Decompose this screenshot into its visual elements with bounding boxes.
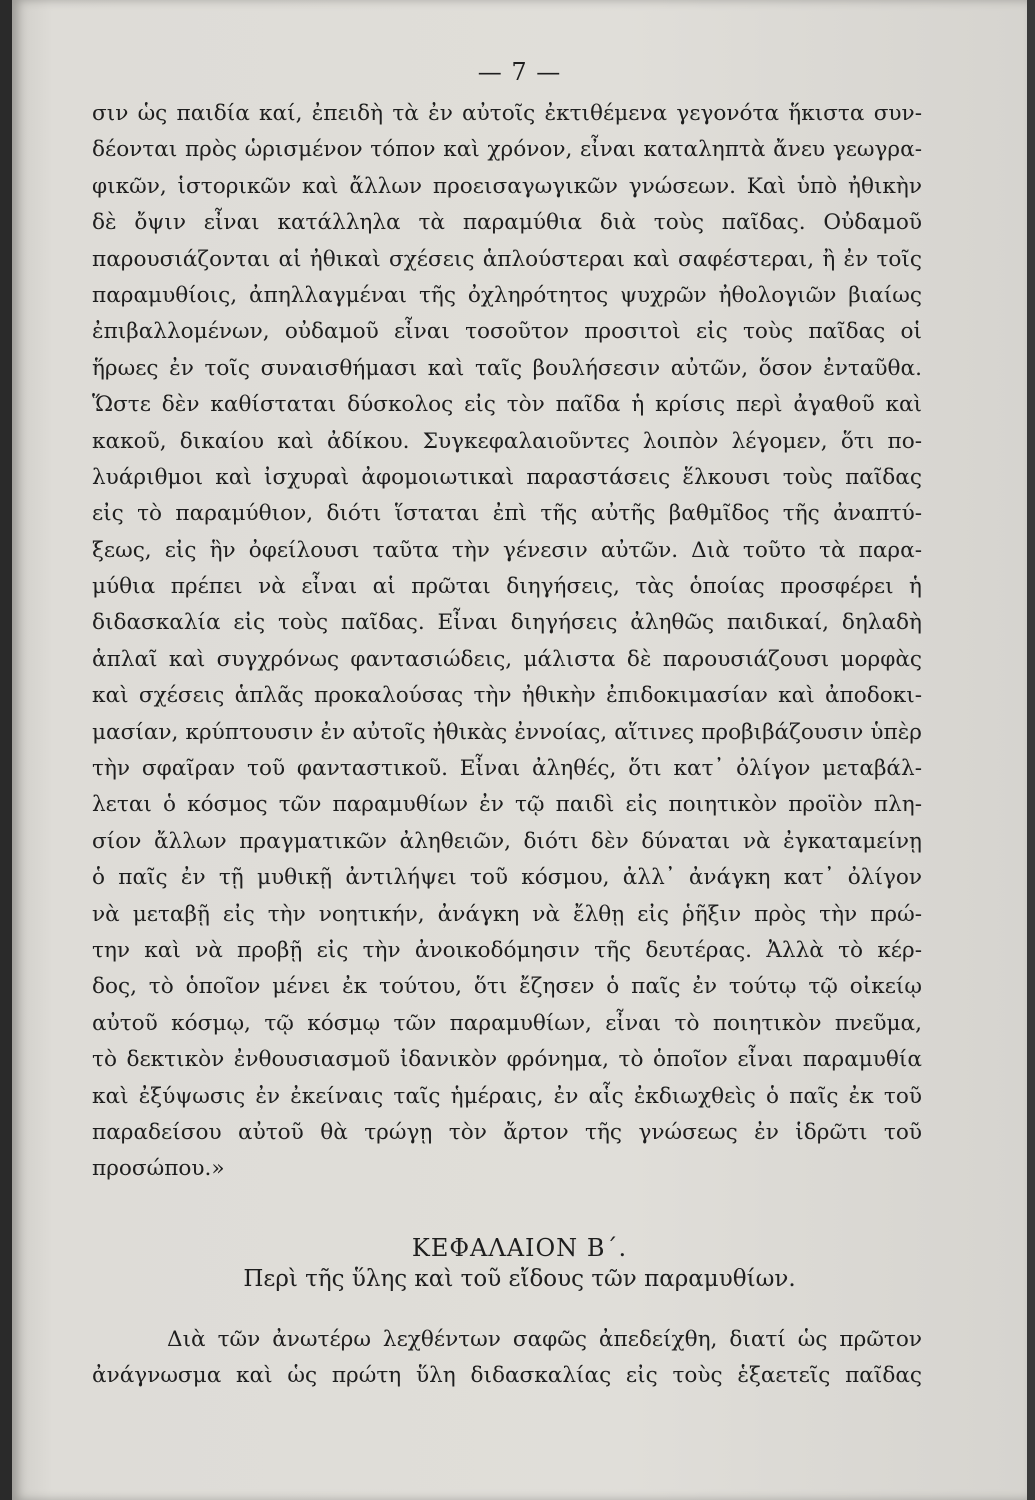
- text-line: μύθια πρέπει νὰ εἶναι αἱ πρῶται διηγήσεις, τὰς ὁποίας προσφέρει ἡ: [92, 574, 922, 600]
- text-line: εἰς τὸ παραμύθιον, διότι ἵσταται ἐπὶ τῆς αὐτῆς βαθμῖδος τῆς ἀναπτύ-: [92, 501, 922, 527]
- text-line: νὰ μεταβῇ εἰς τὴν νοητικήν, ἀνάγκη νὰ ἔλθῃ εἰς ῥῆξιν πρὸς τὴν πρώ-: [92, 901, 922, 927]
- text-line: δὲ ὄψιν εἶναι κατάλληλα τὰ παραμύθια διὰ τοὺς παῖδας. Οὐδαμοῦ: [92, 210, 922, 236]
- text-line: καὶ σχέσεις ἁπλᾶς προκαλούσας τὴν ἠθικὴν ἐπιδοκιμασίαν καὶ ἀποδοκι-: [92, 683, 922, 709]
- text-line: τὸ δεκτικὸν ἐνθουσιασμοῦ ἰδανικὸν φρόνημα, τὸ ὁποῖον εἶναι παραμυθία: [92, 1047, 922, 1073]
- body-paragraph-2: [92, 1322, 922, 1395]
- chapter-heading: ΚΕΦΑΛΑΙΟΝ Β΄.: [411, 1234, 628, 1262]
- scan-binding-edge: [0, 0, 12, 1500]
- text-line: τὴν σφαῖραν τοῦ φανταστικοῦ. Εἶναι ἀληθές, ὅτι κατ᾿ ὀλίγον μεταβάλ-: [92, 756, 922, 782]
- text-line: ἁπλαῖ καὶ συγχρόνως φαντασιώδεις, μάλιστα δὲ παρουσιάζουσι μορφὰς: [92, 646, 922, 672]
- text-line: παρουσιάζονται αἱ ἠθικαὶ σχέσεις ἁπλούστεραι καὶ σαφέστεραι, ἢ ἐν τοῖς: [92, 246, 922, 272]
- text-line: ὁ παῖς ἐν τῇ μυθικῇ ἀντιλήψει τοῦ κόσμου, ἀλλ᾿ ἀνάγκη κατ᾿ ὀλίγον: [92, 865, 922, 891]
- text-line: ἐπιβαλλομένων, οὐδαμοῦ εἶναι τοσοῦτον προσιτοὶ εἰς τοὺς παῖδας οἱ: [92, 319, 922, 345]
- text-line: παραδείσου αὐτοῦ θὰ τρώγῃ τὸν ἄρτον τῆς γνώσεως ἐν ἱδρῶτι τοῦ: [92, 1119, 922, 1145]
- chapter-title: Περὶ τῆς ὕλης καὶ τοῦ εἴδους τῶν παραμυθίων.: [243, 1266, 796, 1292]
- text-line: ἀνάγνωσμα καὶ ὡς πρώτη ὕλη διδασκαλίας εἰς τοὺς ἑξαετεῖς παῖδας: [92, 1363, 922, 1389]
- text-line: την καὶ νὰ προβῇ εἰς τὴν ἀνοικοδόμησιν τῆς δευτέρας. Ἀλλὰ τὸ κέρ-: [92, 937, 922, 963]
- text-line: προσώπου.»: [92, 1156, 225, 1182]
- page-number: — 7 —: [477, 58, 562, 86]
- book-page: [12, 0, 1027, 1500]
- text-line: μασίαν, κρύπτουσιν ἐν αὐτοῖς ἠθικὰς ἐννοίας, αἵτινες προβιβάζουσιν ὑπὲρ: [92, 719, 922, 745]
- text-line: αὐτοῦ κόσμῳ, τῷ κόσμῳ τῶν παραμυθίων, εἶναι τὸ ποιητικὸν πνεῦμα,: [92, 1010, 922, 1036]
- text-line: ξεως, εἰς ἣν ὀφείλουσι ταῦτα τὴν γένεσιν αὐτῶν. Διὰ τοῦτο τὰ παρα-: [92, 537, 922, 563]
- scan-right-edge: [1027, 0, 1035, 1500]
- text-line: καὶ ἐξύψωσις ἐν ἐκείναις ταῖς ἡμέραις, ἐν αἷς ἐκδιωχθεὶς ὁ παῖς ἐκ τοῦ: [92, 1083, 922, 1109]
- text-line: διδασκαλία εἰς τοὺς παῖδας. Εἶναι διηγήσεις ἀληθῶς παιδικαί, δηλαδὴ: [92, 610, 922, 636]
- text-line: δέονται πρὸς ὡρισμένον τόπον καὶ χρόνον, εἶναι καταληπτὰ ἄνευ γεωγρα-: [92, 137, 922, 163]
- text-line: φικῶν, ἱστορικῶν καὶ ἄλλων προεισαγωγικῶν γνώσεων. Καὶ ὑπὸ ἠθικὴν: [92, 173, 922, 199]
- text-line: Ὥστε δὲν καθίσταται δύσκολος εἰς τὸν παῖδα ἡ κρίσις περὶ ἀγαθοῦ καὶ: [92, 392, 922, 418]
- text-line: σιν ὡς παιδία καί, ἐπειδὴ τὰ ἐν αὐτοῖς ἐκτιθέμενα γεγονότα ἥκιστα συν-: [92, 101, 922, 126]
- text-line: λεται ὁ κόσμος τῶν παραμυθίων ἐν τῷ παιδὶ εἰς ποιητικὸν προϊὸν πλη-: [92, 792, 922, 818]
- text-line: δος, τὸ ὁποῖον μένει ἐκ τούτου, ὅτι ἔζησεν ὁ παῖς ἐν τούτῳ τῷ οἰκείῳ: [92, 974, 922, 1000]
- text-line: Διὰ τῶν ἀνωτέρω λεχθέντων σαφῶς ἀπεδείχθη, διατί ὡς πρῶτον: [167, 1327, 922, 1352]
- text-line: σίον ἄλλων πραγματικῶν ἀληθειῶν, διότι δὲν δύναται νὰ ἐγκαταμείνῃ: [92, 828, 922, 854]
- text-line: παραμυθίοις, ἀπηλλαγμέναι τῆς ὀχληρότητος ψυχρῶν ἠθολογιῶν βιαίως: [92, 282, 922, 308]
- text-line: ἥρωες ἐν τοῖς συναισθήμασι καὶ ταῖς βουλήσεσιν αὐτῶν, ὅσον ἐνταῦθα.: [92, 355, 922, 381]
- text-line: κακοῦ, δικαίου καὶ ἀδίκου. Συγκεφαλαιοῦντες λοιπὸν λέγομεν, ὅτι πο-: [92, 428, 922, 454]
- text-line: λυάριθμοι καὶ ἰσχυραὶ ἀφομοιωτικαὶ παραστάσεις ἕλκουσι τοὺς παῖδας: [92, 464, 922, 490]
- body-paragraph-1: [92, 96, 922, 1188]
